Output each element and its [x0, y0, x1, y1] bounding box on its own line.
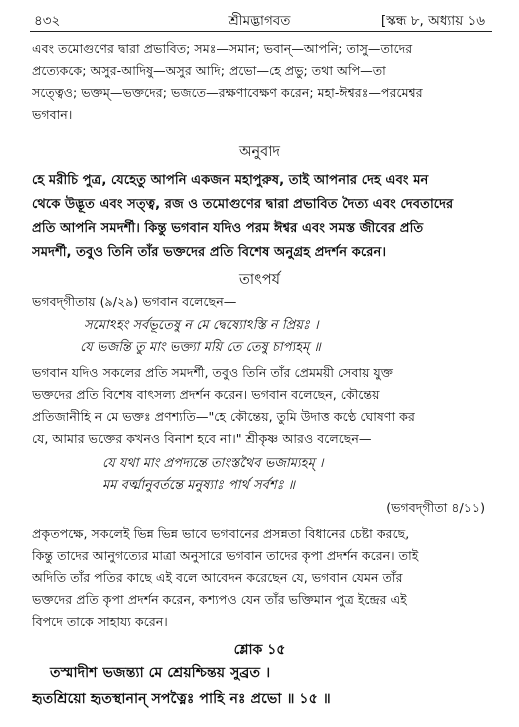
verse-line: মম বর্ত্মানুবর্তন্তে মনুষ্যাঃ পার্থ সর্বশঃ ॥	[102, 478, 295, 493]
purport-paragraph-1	[32, 362, 490, 450]
purport-line: ভক্তদের প্রতি বিশেষ বাৎসল্য প্রদর্শন করেন। ভগবান বলেছেন, কৌন্তেয়	[32, 387, 380, 402]
verse-citation: (ভগবদ্‌গীতা ৪/১১)	[386, 500, 485, 515]
translation-line: হে মরীচি পুত্র, যেহেতু আপনি একজন মহাপুরুষ, তাই আপনার দেহ এবং মন	[32, 173, 429, 188]
synonyms-line: সত্ত্বেও; ভক্তম্‌—ভক্তদের; ভজতে—রক্ষণাবেক্ষণ করেন; মহা-ঈশ্বরঃ—পরমেশ্বর	[32, 85, 423, 100]
translation-line: প্রতি আপনি সমদর্শী। কিন্তু ভগবান যদিও পরম ঈশ্বর এবং সমস্ত জীবের প্রতি	[32, 221, 424, 236]
synonyms-line: এবং তমোগুণের দ্বারা প্রভাবিত; সমঃ—সমান; ভবান্‌—আপনি; তাসু—তাদের	[32, 41, 413, 56]
purport-line: অদিতি তাঁর পতির কাছে এই বলে আবেদন করেছেন যে, ভগবান যেমন তাঁর	[32, 570, 403, 585]
verse-15-line: হৃতশ্রিয়ো হৃতস্থানান্‌ সপত্নৈঃ পাহি নঃ প্রভো ॥ ১৫ ॥	[32, 691, 331, 707]
translation-line: সমদর্শী, তবুও তিনি তাঁর ভক্তদের প্রতি বিশেষ অনুগ্রহ প্রদর্শন করেন।	[32, 245, 387, 260]
purport-line: ভক্তদের প্রতি কৃপা প্রদর্শন করেন, কশ্যপও যেন তাঁর ভক্তিমান পুত্র ইন্দ্রের এই	[32, 592, 407, 607]
verse-15-text	[32, 660, 492, 712]
synonyms-line: ভগবান।	[32, 107, 73, 122]
purport-line: ভগবান যদিও সকলের প্রতি সমদর্শী, তবুও তিনি তাঁর প্রেমময়ী সেবায় যুক্ত	[32, 365, 393, 380]
purport-paragraph-2	[32, 523, 490, 633]
book-title: শ্রীমদ্ভাগবত	[228, 13, 291, 29]
verse-15-heading: শ্লোক ১৫	[233, 642, 286, 658]
purport-intro	[32, 291, 490, 313]
purport-line: বিপদে তাকে সাহায্য করেন।	[32, 614, 168, 629]
page-number: ৪৩২	[34, 13, 61, 29]
verse-15-line: তস্মাদীশ ভজন্ত্যা মে শ্রেয়শ্চিন্তয় সুব্রত ।	[50, 665, 271, 681]
verse-line: যে ভজন্তি তু মাং ভক্ত্যা ময়ি তে তেষু চাপ্যহম্‌ ॥	[80, 340, 321, 355]
quoted-verse-gita-4-11	[32, 453, 492, 497]
purport-line: প্রকৃতপক্ষে, সকলেই ভিন্ন ভিন্ন ভাবে ভগবানের প্রসন্নতা বিধানের চেষ্টা করছে,	[32, 526, 410, 541]
verse-line: যে যথা মাং প্রপদ্যন্তে তাংস্তথৈব ভজাম্যহম্‌ ।	[102, 456, 324, 471]
verse-line: সমোঽহং সর্বভূতেষু ন মে দ্বেষ্যোঽস্তি ন প্রিয়ঃ ।	[84, 318, 319, 333]
purport-heading: তাৎপর্য	[238, 272, 281, 288]
quoted-verse-gita-9-29	[32, 315, 492, 359]
running-header	[0, 8, 519, 30]
purport-line: যে, আমার ভক্তের কখনও বিনাশ হবে না।" শ্রীকৃষ্ণ আরও বলেছেন—	[32, 431, 372, 446]
translation-heading: অনুবাদ	[238, 144, 281, 160]
synonyms-paragraph	[32, 38, 490, 126]
synonyms-line: প্রত্যেককে; অসুর-আদিষু—অসুর আদি; প্রভো—হে প্রভু; তথা অপি—তা	[32, 63, 386, 78]
translation-line: থেকে উদ্ভূত এবং সত্ত্ব, রজ ও তমোগুণের দ্বারা প্রভাবিত দৈত্য এবং দেবতাদের	[32, 197, 454, 212]
purport-intro-line: ভগবদ্‌গীতায় (৯/২৯) ভগবান বলেছেন—	[32, 294, 237, 309]
header-rule	[30, 31, 492, 32]
purport-line: কিন্তু তাদের আনুগত্যের মাত্রা অনুসারে ভগবান তাদের কৃপা প্রদর্শন করেন। তাই	[32, 548, 419, 563]
translation-paragraph	[32, 169, 492, 265]
chapter-reference: [স্কন্ধ ৮, অধ্যায় ১৬	[380, 13, 485, 29]
purport-line: প্রতিজানীহি ন মে ভক্তঃ প্রণশ্যতি—"হে কৌন্তেয়, তুমি উদাত্ত কণ্ঠে ঘোষণা কর	[32, 409, 415, 424]
